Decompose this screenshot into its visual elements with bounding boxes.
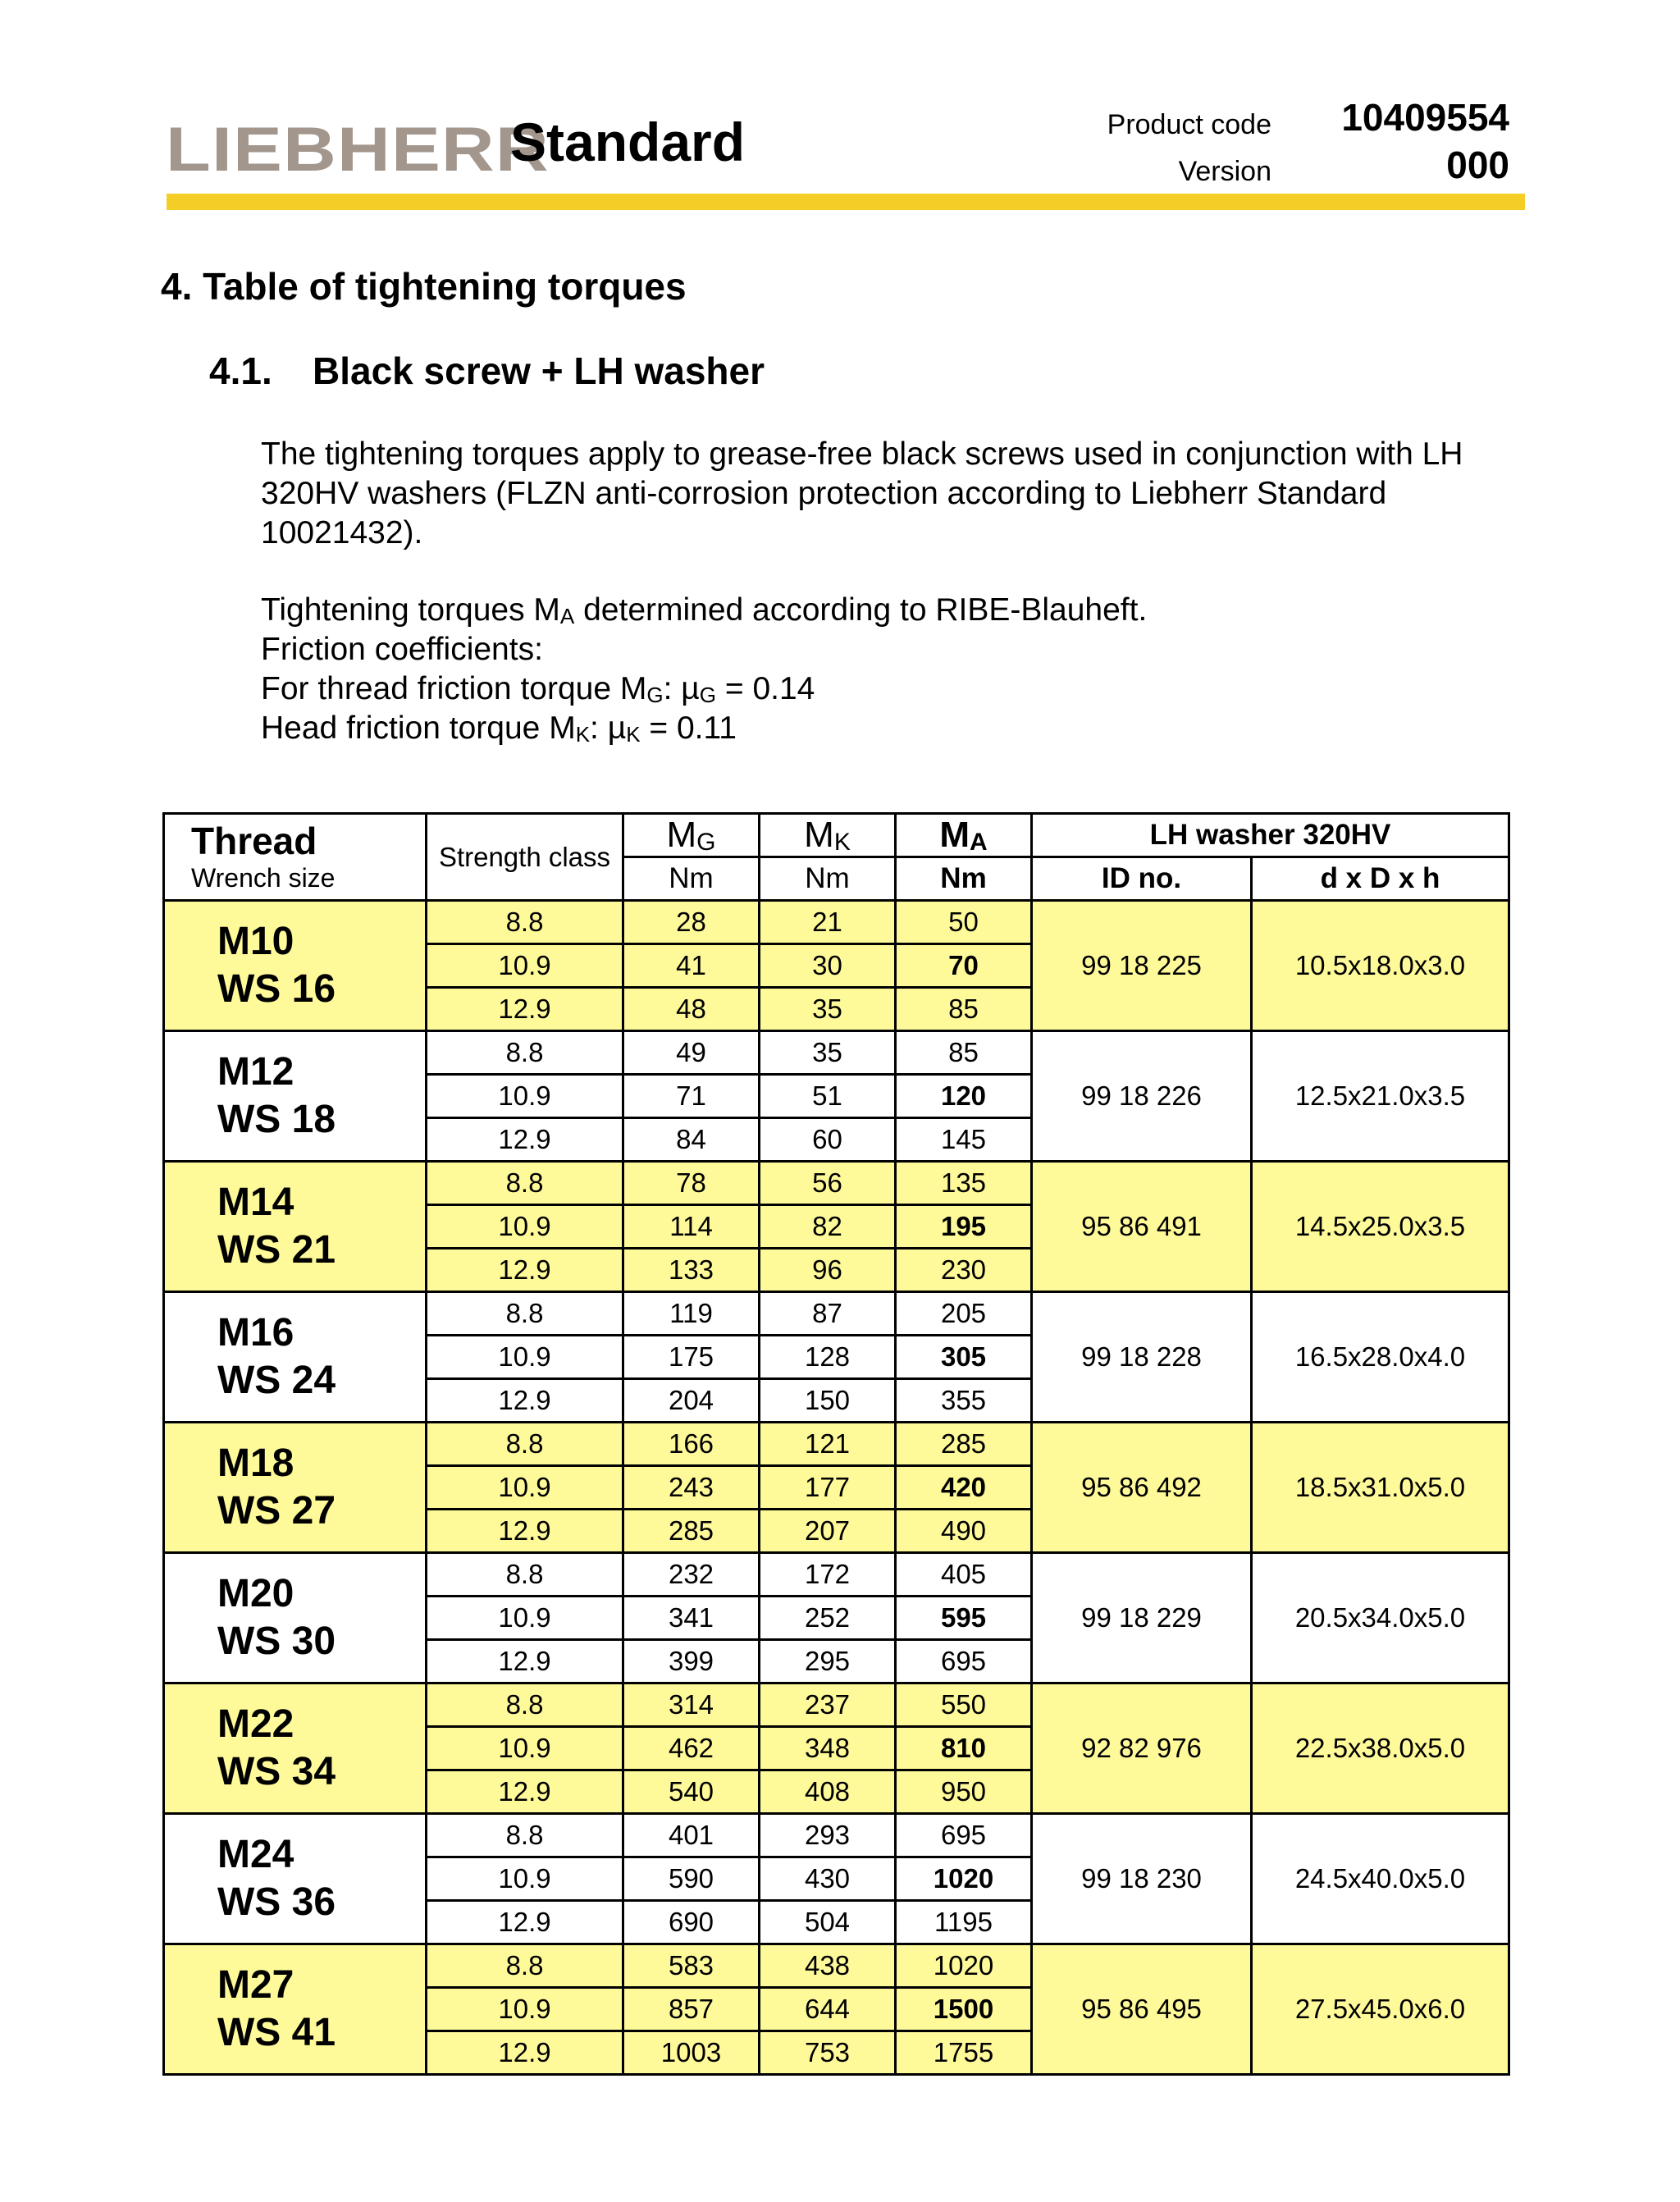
mg-unit: Nm xyxy=(623,857,760,901)
mg-cell: 204 xyxy=(623,1379,760,1423)
mg-header: $M_G$ xyxy=(623,814,760,857)
notes-line-2: Friction coefficients: xyxy=(261,632,543,667)
ma-header: $M_A$ xyxy=(896,814,1032,857)
strength-class-cell: 8.8 xyxy=(427,1814,623,1857)
ma-cell: 550 xyxy=(896,1683,1032,1727)
washer-dims-cell: 20.5x34.0x5.0 xyxy=(1252,1553,1509,1683)
wrench-size: WS 41 xyxy=(217,2011,336,2054)
strength-class-cell: 10.9 xyxy=(427,1727,623,1770)
notes-line-3: For thread friction torque $M_G$: µ$_G$ = 0.14 xyxy=(261,671,815,707)
ma-cell: 1755 xyxy=(896,2031,1032,2075)
mk-header: $M_K$ xyxy=(760,814,896,857)
strength-class-cell: 8.8 xyxy=(427,1292,623,1336)
subsection-title: Black screw + LH washer xyxy=(313,349,765,392)
strength-class-cell: 12.9 xyxy=(427,988,623,1031)
mg-cell: 41 xyxy=(623,944,760,988)
ma-unit: Nm xyxy=(896,857,1032,901)
thread-header: Thread Wrench size xyxy=(164,814,427,901)
mk-cell: 438 xyxy=(760,1944,896,1988)
mk-cell: 121 xyxy=(760,1423,896,1466)
thread-size-cell xyxy=(164,1683,427,1814)
mg-cell: 84 xyxy=(623,1118,760,1162)
mg-cell: 462 xyxy=(623,1727,760,1770)
ma-cell: 285 xyxy=(896,1423,1032,1466)
wrench-size: WS 21 xyxy=(217,1228,336,1272)
table-row xyxy=(164,1031,1509,1075)
mk-cell: 207 xyxy=(760,1510,896,1553)
strength-class-header: Strength class xyxy=(427,814,623,901)
version-label: Version xyxy=(1178,156,1271,187)
ma-cell: 50 xyxy=(896,901,1032,944)
section-heading xyxy=(161,265,687,308)
mg-cell: 114 xyxy=(623,1205,760,1249)
mk-cell: 295 xyxy=(760,1640,896,1683)
mg-cell: 71 xyxy=(623,1075,760,1118)
mg-cell: 583 xyxy=(623,1944,760,1988)
ma-cell: 355 xyxy=(896,1379,1032,1423)
ma-cell: 1500 xyxy=(896,1988,1032,2031)
mk-cell: 293 xyxy=(760,1814,896,1857)
washer-id-cell: 92 82 976 xyxy=(1032,1683,1252,1814)
ma-cell: 205 xyxy=(896,1292,1032,1336)
strength-class-cell: 8.8 xyxy=(427,1944,623,1988)
product-code-label: Product code xyxy=(1107,109,1271,140)
mk-cell: 128 xyxy=(760,1336,896,1379)
intro-paragraph: The tightening torques apply to grease-free black screws used in conjunction with LH 320HV washers (FLZN anti-corrosion protection according to Liebherr Standard 10021432). xyxy=(261,436,1463,550)
table-row xyxy=(164,901,1509,944)
mg-cell: 341 xyxy=(623,1597,760,1640)
table-row xyxy=(164,1814,1509,1857)
mg-cell: 175 xyxy=(623,1336,760,1379)
wrench-size: WS 27 xyxy=(217,1489,336,1533)
mk-cell: 96 xyxy=(760,1249,896,1292)
ma-cell: 405 xyxy=(896,1553,1032,1597)
ma-cell: 135 xyxy=(896,1162,1032,1205)
mk-cell: 430 xyxy=(760,1857,896,1901)
mk-cell: 51 xyxy=(760,1075,896,1118)
washer-dims-cell: 14.5x25.0x3.5 xyxy=(1252,1162,1509,1292)
mk-cell: 252 xyxy=(760,1597,896,1640)
washer-dims-cell: 24.5x40.0x5.0 xyxy=(1252,1814,1509,1944)
washer-id-cell: 99 18 226 xyxy=(1032,1031,1252,1162)
washer-header: LH washer 320HV xyxy=(1032,814,1509,857)
washer-id-cell: 99 18 228 xyxy=(1032,1292,1252,1423)
version-value: 000 xyxy=(1446,144,1509,186)
mk-unit: Nm xyxy=(760,857,896,901)
washer-dims-cell: 10.5x18.0x3.0 xyxy=(1252,901,1509,1031)
table-row xyxy=(164,1683,1509,1727)
strength-class-cell: 12.9 xyxy=(427,1510,623,1553)
table-row xyxy=(164,1292,1509,1336)
id-no-header: ID no. xyxy=(1032,857,1252,901)
subsection-number: 4.1. xyxy=(209,349,272,392)
liebherr-logo: LIEBHERR xyxy=(166,115,550,185)
ma-cell: 195 xyxy=(896,1205,1032,1249)
strength-class-cell: 8.8 xyxy=(427,1031,623,1075)
ma-cell: 595 xyxy=(896,1597,1032,1640)
mk-cell: 237 xyxy=(760,1683,896,1727)
thread-size-cell xyxy=(164,1162,427,1292)
strength-class-cell: 10.9 xyxy=(427,1988,623,2031)
strength-class-cell: 10.9 xyxy=(427,1857,623,1901)
thread-size-cell xyxy=(164,1292,427,1423)
strength-class-cell: 12.9 xyxy=(427,1901,623,1944)
ma-cell: 85 xyxy=(896,1031,1032,1075)
ma-cell: 950 xyxy=(896,1770,1032,1814)
mk-cell: 644 xyxy=(760,1988,896,2031)
mk-cell: 408 xyxy=(760,1770,896,1814)
strength-class-cell: 10.9 xyxy=(427,1075,623,1118)
mg-cell: 243 xyxy=(623,1466,760,1510)
friction-notes xyxy=(261,591,1541,748)
thread-size: M20 xyxy=(217,1572,294,1615)
strength-class-cell: 12.9 xyxy=(427,2031,623,2075)
header-divider xyxy=(167,194,1525,210)
table-row xyxy=(164,1944,1509,1988)
strength-class-cell: 8.8 xyxy=(427,901,623,944)
strength-class-cell: 12.9 xyxy=(427,1640,623,1683)
mg-cell: 28 xyxy=(623,901,760,944)
strength-class-cell: 10.9 xyxy=(427,1597,623,1640)
ma-cell: 695 xyxy=(896,1814,1032,1857)
document-type: Standard xyxy=(510,112,746,172)
thread-size-cell xyxy=(164,1031,427,1162)
thread-size-cell xyxy=(164,1423,427,1553)
ma-cell: 810 xyxy=(896,1727,1032,1770)
mg-cell: 119 xyxy=(623,1292,760,1336)
notes-line-1: Tightening torques $M_A$ determined according to RIBE-Blauheft. xyxy=(261,592,1148,628)
mk-cell: 172 xyxy=(760,1553,896,1597)
mg-cell: 401 xyxy=(623,1814,760,1857)
mk-cell: 35 xyxy=(760,988,896,1031)
washer-id-cell: 99 18 229 xyxy=(1032,1553,1252,1683)
mk-cell: 35 xyxy=(760,1031,896,1075)
mg-cell: 48 xyxy=(623,988,760,1031)
thread-size: M14 xyxy=(217,1181,294,1224)
washer-dims-cell: 16.5x28.0x4.0 xyxy=(1252,1292,1509,1423)
thread-size-cell xyxy=(164,1814,427,1944)
strength-class-cell: 8.8 xyxy=(427,1553,623,1597)
washer-id-cell: 99 18 230 xyxy=(1032,1814,1252,1944)
ma-cell: 695 xyxy=(896,1640,1032,1683)
ma-cell: 420 xyxy=(896,1466,1032,1510)
strength-class-cell: 10.9 xyxy=(427,1336,623,1379)
section-title: Table of tightening torques xyxy=(203,265,687,308)
strength-class-cell: 10.9 xyxy=(427,944,623,988)
strength-class-cell: 12.9 xyxy=(427,1770,623,1814)
thread-size: M16 xyxy=(217,1311,294,1355)
wrench-size: WS 16 xyxy=(217,967,336,1011)
mk-cell: 504 xyxy=(760,1901,896,1944)
mk-cell: 30 xyxy=(760,944,896,988)
thread-size-cell xyxy=(164,901,427,1031)
mg-cell: 232 xyxy=(623,1553,760,1597)
ma-cell: 1020 xyxy=(896,1857,1032,1901)
mk-cell: 753 xyxy=(760,2031,896,2075)
notes-line-4: Head friction torque $M_K$: µ$_K$ = 0.11 xyxy=(261,710,737,747)
washer-dims-cell: 27.5x45.0x6.0 xyxy=(1252,1944,1509,2075)
wrench-size: WS 24 xyxy=(217,1359,336,1402)
strength-class-cell: 8.8 xyxy=(427,1162,623,1205)
mk-cell: 150 xyxy=(760,1379,896,1423)
mg-cell: 540 xyxy=(623,1770,760,1814)
washer-dims-cell: 12.5x21.0x3.5 xyxy=(1252,1031,1509,1162)
ma-cell: 145 xyxy=(896,1118,1032,1162)
mg-cell: 133 xyxy=(623,1249,760,1292)
dims-header: d x D x h xyxy=(1252,857,1509,901)
mg-cell: 857 xyxy=(623,1988,760,2031)
ma-cell: 490 xyxy=(896,1510,1032,1553)
mk-cell: 60 xyxy=(760,1118,896,1162)
mg-cell: 78 xyxy=(623,1162,760,1205)
strength-class-cell: 8.8 xyxy=(427,1423,623,1466)
ma-cell: 305 xyxy=(896,1336,1032,1379)
mk-cell: 82 xyxy=(760,1205,896,1249)
mg-cell: 399 xyxy=(623,1640,760,1683)
strength-class-cell: 12.9 xyxy=(427,1118,623,1162)
mk-cell: 56 xyxy=(760,1162,896,1205)
thread-size: M12 xyxy=(217,1050,294,1094)
washer-id-cell: 95 86 495 xyxy=(1032,1944,1252,2075)
strength-class-cell: 10.9 xyxy=(427,1205,623,1249)
mg-cell: 166 xyxy=(623,1423,760,1466)
ma-cell: 70 xyxy=(896,944,1032,988)
wrench-size: WS 34 xyxy=(217,1750,336,1793)
washer-id-cell: 95 86 491 xyxy=(1032,1162,1252,1292)
washer-id-cell: 95 86 492 xyxy=(1032,1423,1252,1553)
strength-class-cell: 12.9 xyxy=(427,1379,623,1423)
mg-cell: 590 xyxy=(623,1857,760,1901)
thread-size: M18 xyxy=(217,1441,294,1485)
table-row xyxy=(164,1553,1509,1597)
mg-cell: 49 xyxy=(623,1031,760,1075)
ma-cell: 120 xyxy=(896,1075,1032,1118)
mg-cell: 285 xyxy=(623,1510,760,1553)
product-code-value: 10409554 xyxy=(1341,96,1509,139)
thread-size-cell xyxy=(164,1553,427,1683)
strength-class-cell: 10.9 xyxy=(427,1466,623,1510)
mg-cell: 690 xyxy=(623,1901,760,1944)
ma-cell: 1020 xyxy=(896,1944,1032,1988)
washer-dims-cell: 22.5x38.0x5.0 xyxy=(1252,1683,1509,1814)
thread-size: M27 xyxy=(217,1963,294,2007)
mg-cell: 1003 xyxy=(623,2031,760,2075)
wrench-size: WS 18 xyxy=(217,1098,336,1141)
wrench-size: WS 36 xyxy=(217,1880,336,1924)
section-number: 4. xyxy=(161,265,193,308)
ma-cell: 1195 xyxy=(896,1901,1032,1944)
table-row xyxy=(164,1423,1509,1466)
washer-id-cell: 99 18 225 xyxy=(1032,901,1252,1031)
thread-size-cell xyxy=(164,1944,427,2075)
table-row xyxy=(164,1162,1509,1205)
washer-dims-cell: 18.5x31.0x5.0 xyxy=(1252,1423,1509,1553)
mg-cell: 314 xyxy=(623,1683,760,1727)
mk-cell: 177 xyxy=(760,1466,896,1510)
ma-cell: 85 xyxy=(896,988,1032,1031)
ma-cell: 230 xyxy=(896,1249,1032,1292)
strength-class-cell: 8.8 xyxy=(427,1683,623,1727)
mk-cell: 348 xyxy=(760,1727,896,1770)
mk-cell: 87 xyxy=(760,1292,896,1336)
mk-cell: 21 xyxy=(760,901,896,944)
wrench-size: WS 30 xyxy=(217,1620,336,1663)
strength-class-cell: 12.9 xyxy=(427,1249,623,1292)
thread-size: M22 xyxy=(217,1702,294,1746)
thread-size: M10 xyxy=(217,920,294,963)
thread-size: M24 xyxy=(217,1833,294,1876)
torque-table xyxy=(162,812,1510,2076)
